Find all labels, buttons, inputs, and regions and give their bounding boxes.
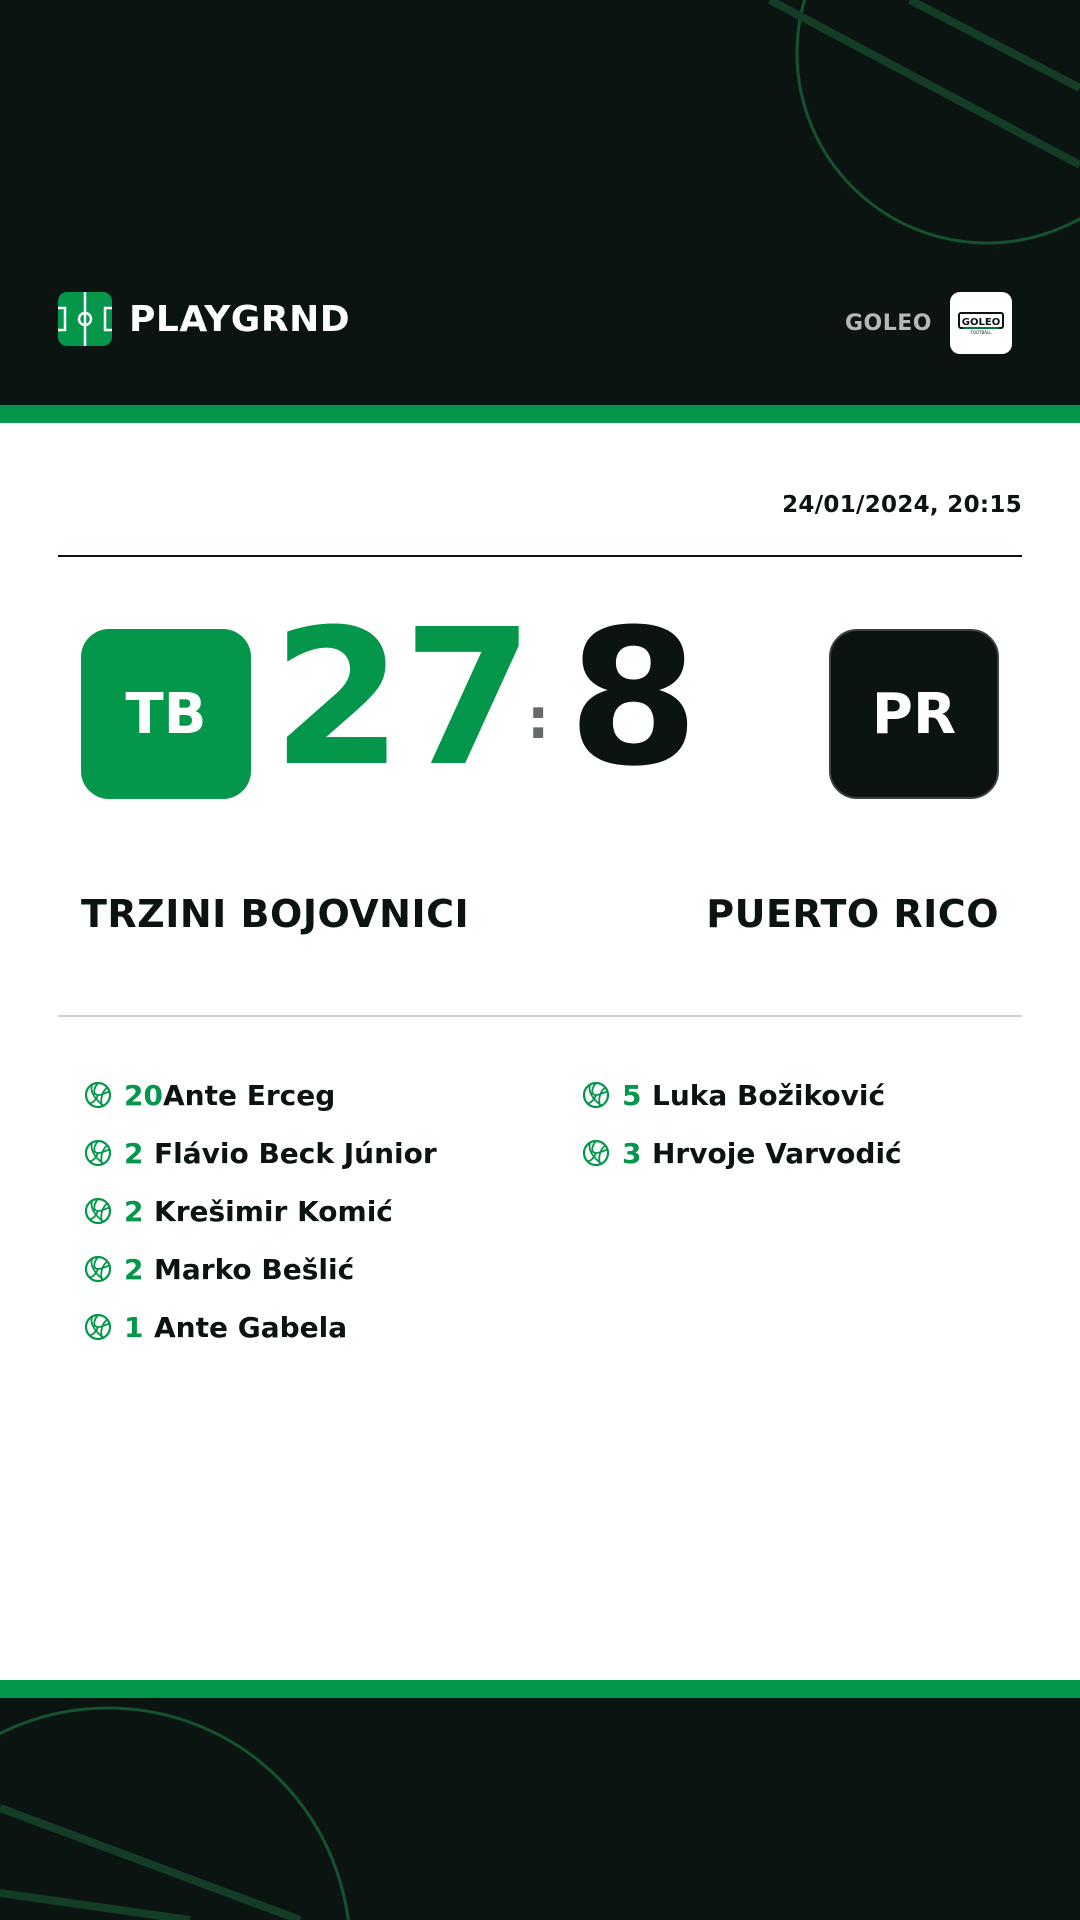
header-accent-stripe [0,405,1080,423]
list-item [582,1066,1002,1124]
score-separator: : [527,687,550,752]
away-team-name: PUERTO RICO [706,892,999,936]
scorer-goals: 2 [124,1194,144,1228]
pitch-icon [58,292,112,346]
list-item [582,1124,1002,1182]
list-item [84,1066,504,1124]
partner-logo-caption: FOOTBALL [970,330,992,335]
ball-icon [582,1139,610,1167]
list-item [84,1298,504,1356]
scorer-name: Luka Božiković [652,1078,886,1112]
footer [0,1698,1080,1920]
away-team-badge: PR [829,629,999,799]
list-item [84,1124,504,1182]
home-team-name: TRZINI BOJOVNICI [81,892,470,936]
scorer-name: Ante Erceg [162,1078,336,1112]
scorer-name: Ante Gabela [154,1310,348,1344]
away-scorers-list [582,1066,1002,1182]
ball-icon [84,1197,112,1225]
scorer-name: Krešimir Komić [154,1194,393,1228]
scorer-goals: 5 [622,1078,642,1112]
scorer-name: Hrvoje Varvodić [652,1136,902,1170]
divider [58,555,1022,557]
scorer-name: Flávio Beck Júnior [154,1136,437,1170]
partner [845,292,1012,354]
away-score: 8 [568,589,699,808]
divider [58,1015,1022,1017]
header [0,0,1080,405]
ball-icon [84,1139,112,1167]
list-item [84,1182,504,1240]
scorer-goals: 20 [124,1078,163,1112]
home-score: 27 [272,589,534,808]
scorer-goals: 3 [622,1136,642,1170]
pitch-lines-decoration [0,1698,1080,1920]
brand [58,292,350,346]
home-scorers-list [84,1066,504,1356]
match-date: 24/01/2024, 20:15 [782,492,1022,518]
list-item [84,1240,504,1298]
home-team-badge: TB [81,629,251,799]
scorer-goals: 1 [124,1310,144,1344]
ball-icon [84,1081,112,1109]
partner-logo-text: GOLEO [961,317,1001,328]
scorer-goals: 2 [124,1252,144,1286]
partner-name: GOLEO [844,310,932,336]
partner-logo [950,292,1012,354]
scorer-name: Marko Bešlić [154,1252,355,1286]
ball-icon [582,1081,610,1109]
ball-icon [84,1313,112,1341]
footer-accent-stripe [0,1680,1080,1698]
ball-icon [84,1255,112,1283]
brand-name: PLAYGRND [129,298,351,340]
scorer-goals: 2 [124,1136,144,1170]
